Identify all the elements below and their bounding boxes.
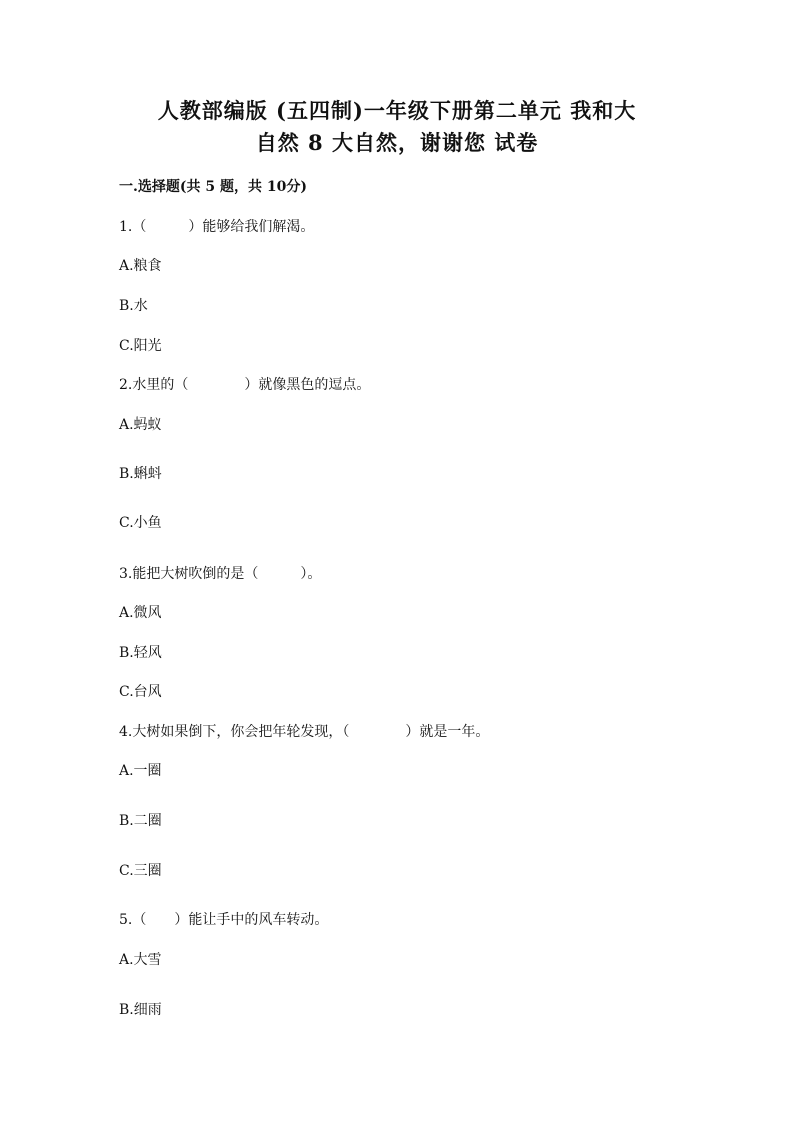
question-3-stem: 3.能把大树吹倒的是（ ）。: [119, 566, 322, 582]
page-title-line-2: 自然 8 大自然，谢谢您 试卷: [255, 130, 539, 155]
question-2-option-c: C.小鱼: [119, 515, 162, 531]
question-3-option-a: A.微风: [119, 605, 162, 621]
question-1-option-a: A.粮食: [119, 258, 162, 274]
question-5-option-a: A.大雪: [119, 952, 162, 968]
question-5-stem: 5.（ ）能让手中的风车转动。: [119, 912, 329, 928]
question-4-stem: 4.大树如果倒下，你会把年轮发现，（ ）就是一年。: [119, 724, 490, 740]
question-1-option-b: B.水: [119, 298, 148, 314]
question-4-option-c: C.三圈: [119, 863, 162, 879]
question-3-option-c: C.台风: [119, 684, 162, 700]
question-2-option-a: A.蚂蚁: [119, 417, 162, 433]
question-5-option-b: B.细雨: [119, 1002, 162, 1018]
section-heading: 一.选择题(共 5 题，共 10分): [119, 179, 307, 195]
question-3-option-b: B.轻风: [119, 645, 162, 661]
question-4-option-a: A.一圈: [119, 763, 162, 779]
question-2-stem: 2.水里的（ ）就像黑色的逗点。: [119, 377, 371, 393]
question-4-option-b: B.二圈: [119, 813, 162, 829]
question-1-stem: 1.（ ）能够给我们解渴。: [119, 219, 315, 235]
question-2-option-b: B.蝌蚪: [119, 466, 162, 482]
page-title-line-1: 人教部编版 (五四制)一年级下册第二单元 我和大: [157, 98, 637, 123]
question-1-option-c: C.阳光: [119, 338, 162, 354]
